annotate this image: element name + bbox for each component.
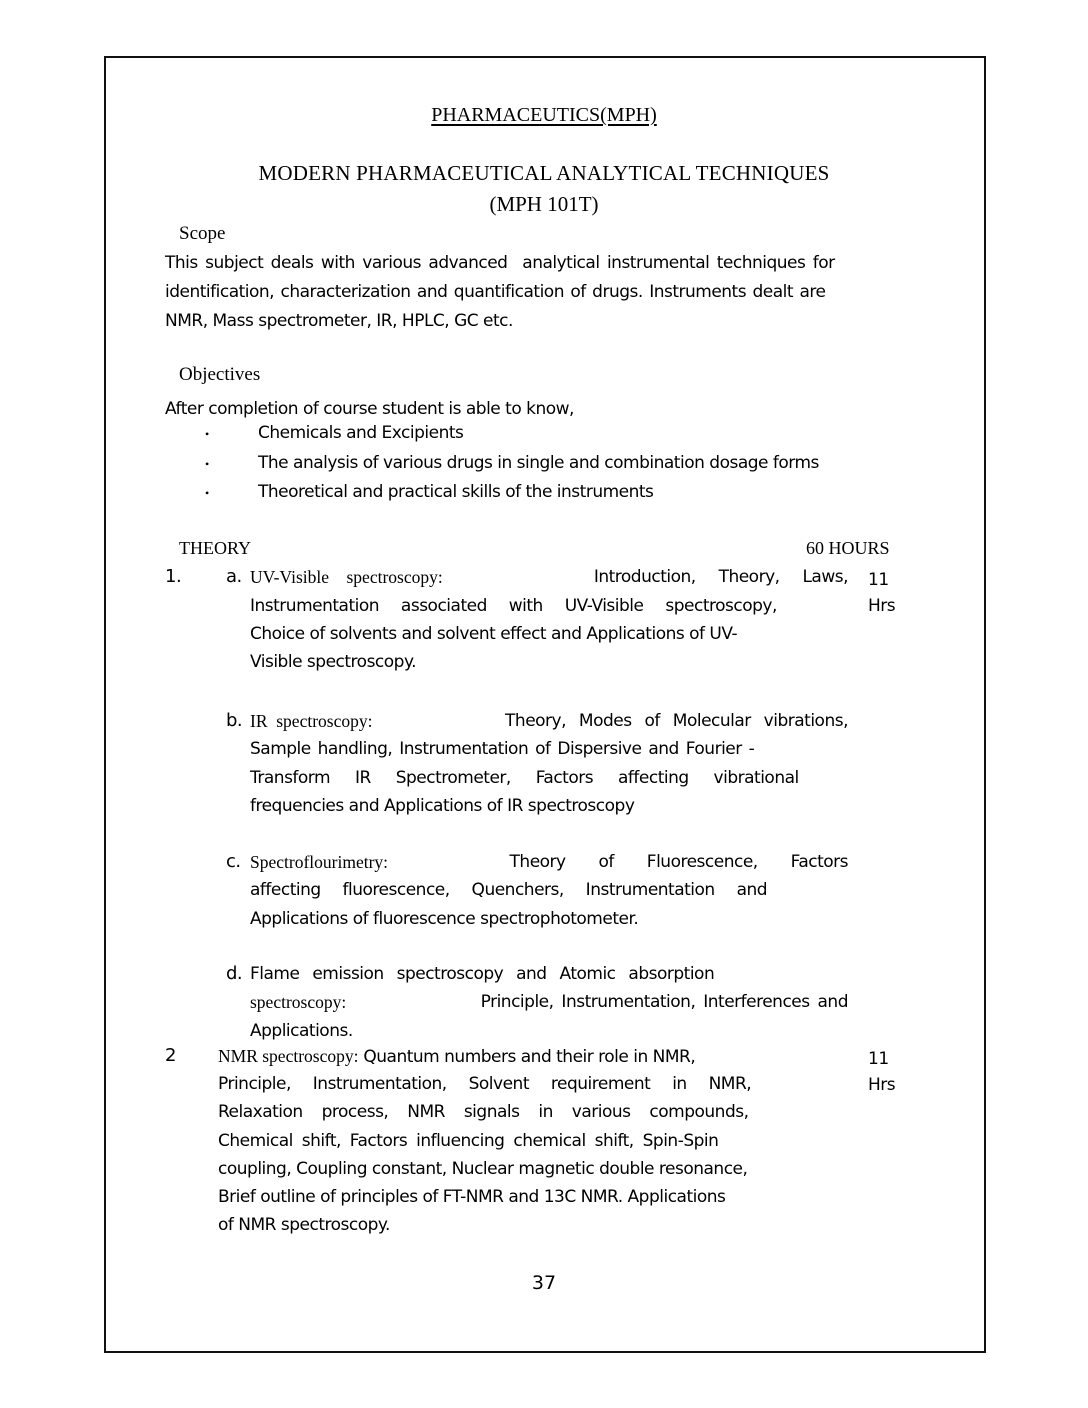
page-number: 37 <box>531 1272 557 1294</box>
subunit-line <box>250 990 848 1014</box>
unit-line: coupling, Coupling constant, Nuclear magnetic double resonance, <box>218 1159 748 1179</box>
subunit-letter: a. <box>226 566 242 587</box>
subunit-text: Theory of Fluorescence, Factors <box>509 852 848 872</box>
unit-line <box>218 1044 695 1068</box>
unit-number: 2 <box>165 1045 176 1066</box>
scope-line-3: NMR, Mass spectrometer, IR, HPLC, GC etc. <box>165 311 513 331</box>
unit-hours-label: Hrs <box>868 596 896 616</box>
subunit-line <box>250 565 848 589</box>
scope-line-1 <box>165 251 931 275</box>
subunit-line: Applications of fluorescence spectrophotometer. <box>250 909 639 929</box>
theory-total-hours: 60 HOURS <box>806 538 890 558</box>
subunit-letter: c. <box>226 851 241 872</box>
bullet-icon: • <box>205 427 210 441</box>
objective-item-1: Chemicals and Excipients <box>258 423 464 443</box>
unit-hours: 11 <box>868 1049 889 1069</box>
course-title: MODERN PHARMACEUTICAL ANALYTICAL TECHNIQUES <box>258 161 830 185</box>
subunit-line: Transform IR Spectrometer, Factors affecting vibrational <box>250 768 799 788</box>
subunit-text: Introduction, Theory, Laws, <box>593 567 848 587</box>
subunit-topic: Spectroflourimetry: <box>250 852 389 872</box>
department-heading <box>0 104 1088 127</box>
unit-text: Quantum numbers and their role in NMR, <box>363 1047 696 1067</box>
unit-line: Chemical shift, Factors influencing chemical shift, Spin-Spin <box>218 1131 719 1151</box>
objectives-heading: Objectives <box>179 364 261 385</box>
subunit-text: Principle, Instrumentation, Interferences and <box>480 992 848 1012</box>
subunit-letter: d. <box>226 963 243 984</box>
subunit-line: Visible spectroscopy. <box>250 652 417 672</box>
objectives-intro: After completion of course student is able to know, <box>165 399 574 419</box>
scope-heading: Scope <box>179 223 226 244</box>
unit-topic: NMR spectroscopy: <box>218 1046 359 1066</box>
subunit-line: Choice of solvents and solvent effect and Applications of UV- <box>250 624 738 644</box>
subunit-line: affecting fluorescence, Quenchers, Instrumentation and <box>250 880 768 900</box>
department-title: PHARMACEUTICS(MPH) <box>431 104 657 126</box>
subunit-line <box>250 709 848 733</box>
subunit-letter: b. <box>226 710 243 731</box>
scope-line-2: identification, characterization and quantification of drugs. Instruments dealt are <box>165 282 826 302</box>
bullet-icon: • <box>205 457 210 471</box>
subunit-topic: UV-Visible spectroscopy: <box>250 567 443 587</box>
subunit-line: Applications. <box>250 1021 353 1041</box>
subunit-topic: spectroscopy: <box>250 992 347 1012</box>
objective-item-3: Theoretical and practical skills of the instruments <box>258 482 654 502</box>
unit-line: of NMR spectroscopy. <box>218 1215 390 1235</box>
subunit-line <box>250 850 848 874</box>
subunit-line: Instrumentation associated with UV-Visible spectroscopy, <box>250 596 777 616</box>
objective-item-2: The analysis of various drugs in single and combination dosage forms <box>258 453 819 473</box>
unit-line: Brief outline of principles of FT-NMR and 13C NMR. Applications <box>218 1187 726 1207</box>
subunit-line: frequencies and Applications of IR spectroscopy <box>250 796 635 816</box>
bullet-icon: • <box>205 486 210 500</box>
unit-number: 1. <box>165 566 182 587</box>
course-code: (MPH 101T) <box>489 192 599 216</box>
subunit-text: Theory, Modes of Molecular vibrations, <box>505 711 848 731</box>
subunit-line: Sample handling, Instrumentation of Dispersive and Fourier - <box>250 739 755 759</box>
theory-heading: THEORY <box>179 538 251 558</box>
unit-hours: 11 <box>868 570 889 590</box>
scope-text: This subject deals with various advanced analytical instrumental techniques for <box>165 253 835 273</box>
unit-line: Principle, Instrumentation, Solvent requirement in NMR, <box>218 1074 752 1094</box>
unit-line: Relaxation process, NMR signals in various compounds, <box>218 1102 749 1122</box>
unit-hours-label: Hrs <box>868 1075 896 1095</box>
subunit-topic: IR spectroscopy: <box>250 711 373 731</box>
subunit-topic: Flame emission spectroscopy and Atomic absorption <box>250 964 715 984</box>
